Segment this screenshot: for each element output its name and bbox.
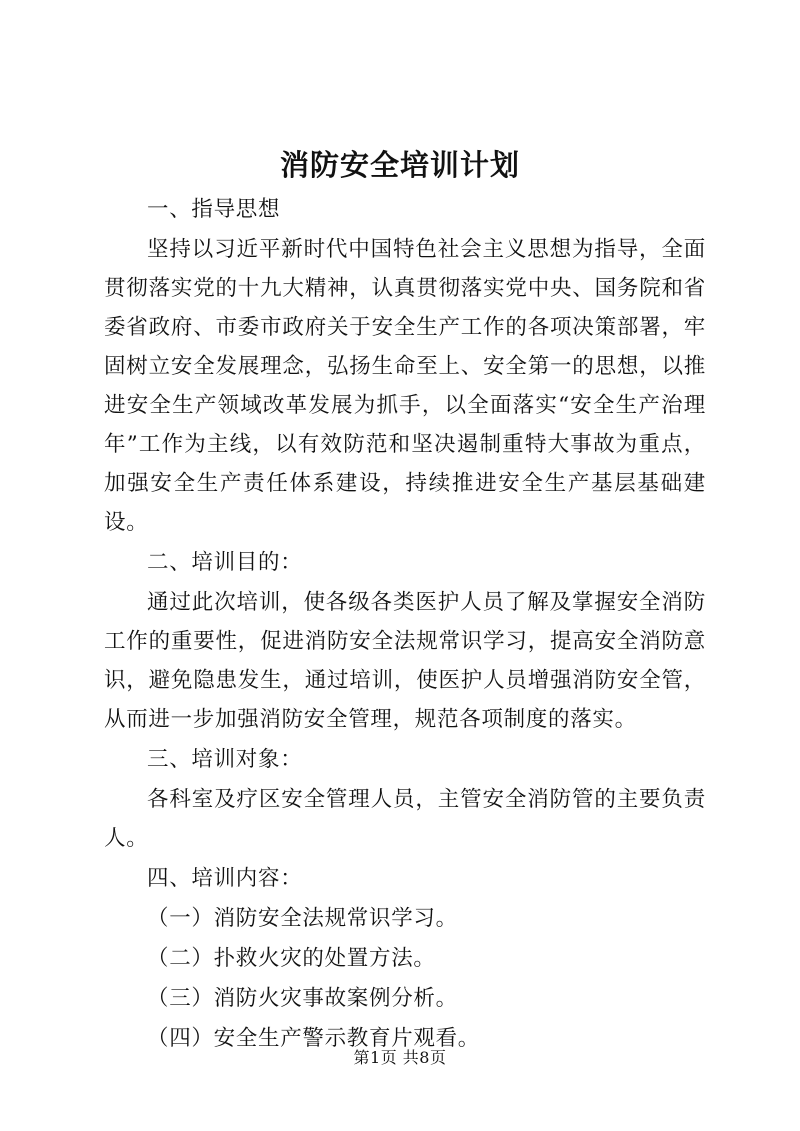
page-number-footer: 第1页 共8页	[353, 1048, 447, 1067]
paragraph-training-purpose: 通过此次培训，使各级各类医护人员了解及掌握安全消防工作的重要性，促进消防安全法规常识学习，提高安全消防意识，避免隐患发生，通过培训，使医护人员增强消防安全管，从而进一步加强消防安全管理，规范各项制度的落实。	[104, 590, 706, 732]
list-item-content-2: （二）扑救火灾的处置方法。	[147, 946, 436, 971]
section-heading-training-purpose: 二、培训目的：	[147, 550, 303, 575]
section-heading-training-content: 四、培训内容：	[147, 866, 303, 891]
section-heading-training-target: 三、培训对象：	[147, 747, 303, 772]
list-item-content-3: （三）消防火灾事故案例分析。	[147, 986, 458, 1011]
list-item-content-1: （一）消防安全法规常识学习。	[147, 906, 458, 931]
document-title: 消防安全培训计划	[279, 148, 520, 182]
paragraph-training-target: 各科室及疗区安全管理人员，主管安全消防管的主要负责人。	[104, 787, 706, 851]
document-body	[104, 190, 706, 1059]
paragraph-guiding-ideology: 坚持以习近平新时代中国特色社会主义思想为指导，全面贯彻落实党的十九大精神，认真贯彻落实党中央、国务院和省委省政府、市委市政府关于安全生产工作的各项决策部署，牢固树立安全发展理念，弘扬生命至上、安全第一的思想，以推进安全生产领域改革发展为抓手，以全面落实“安全生产治理年”工作为主线，以有效防范和坚决遏制重特大事故为重点，加强安全生产责任体系建设，持续推进安全生产基层基础建设。	[104, 237, 706, 535]
list-item-content-4: （四）安全生产警示教育片观看。	[147, 1026, 481, 1051]
section-heading-guiding-ideology: 一、指导思想	[147, 197, 281, 222]
